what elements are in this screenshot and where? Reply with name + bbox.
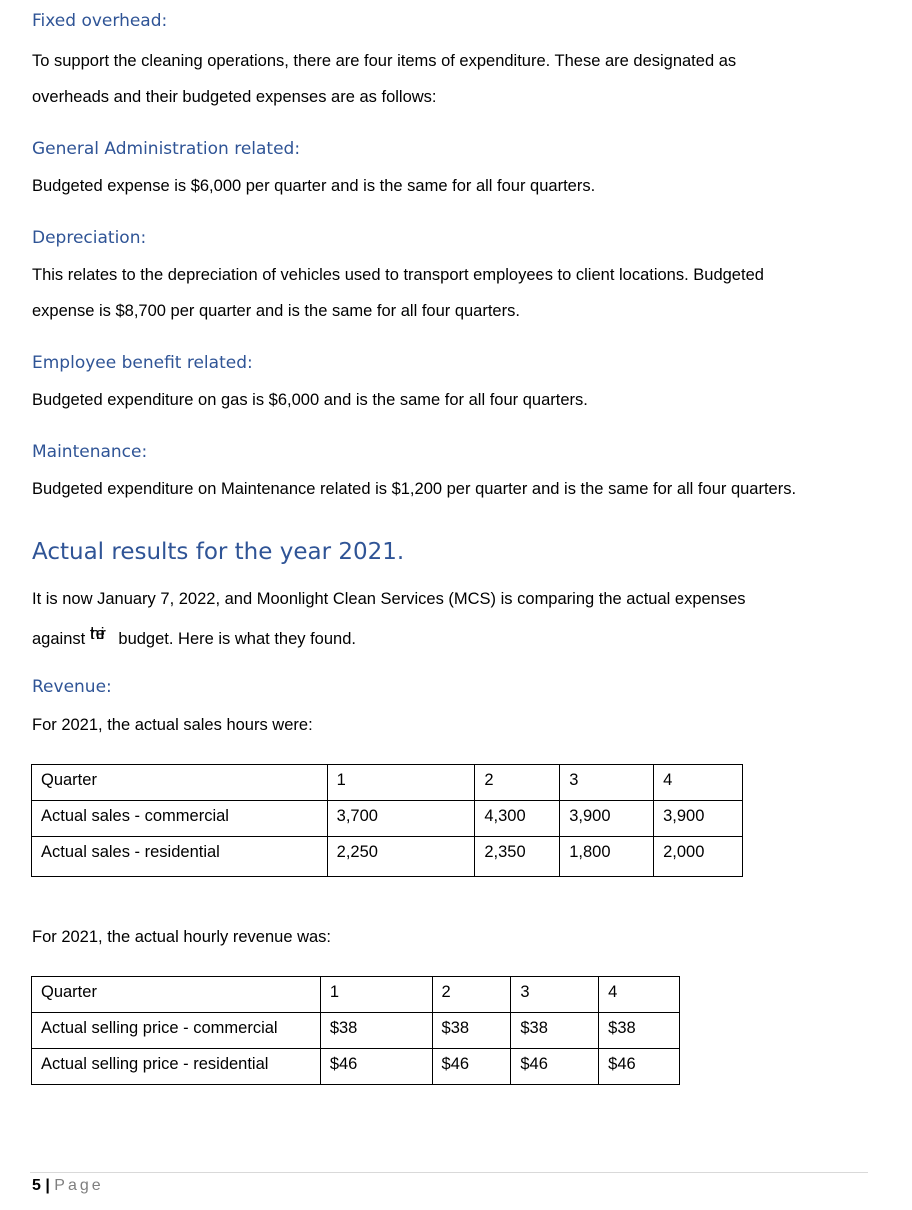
table-cell: 1 (320, 977, 432, 1013)
paragraph-line: overheads and their budgeted expenses are as follows: (32, 88, 437, 106)
table-cell: 2 (432, 977, 511, 1013)
table-cell: 2,250 (327, 837, 475, 877)
table-row (32, 801, 743, 837)
table-cell: 3 (560, 765, 654, 801)
table-cell: 4 (654, 765, 743, 801)
table-cell: Actual sales - residential (32, 837, 328, 877)
paragraph-line: To support the cleaning operations, there are four items of expenditure. These are designated as (32, 52, 737, 70)
table-row (32, 1013, 680, 1049)
table-cell: 2,000 (654, 837, 743, 877)
table-cell: $46 (432, 1049, 511, 1085)
paragraph-line: Budgeted expenditure on gas is $6,000 and is the same for all four quarters. (32, 391, 588, 409)
table-cell: 2,350 (475, 837, 560, 877)
table-cell: $38 (599, 1013, 680, 1049)
actual-hourly-revenue-table (31, 976, 680, 1085)
table-cell: $38 (320, 1013, 432, 1049)
table-row (32, 1049, 680, 1085)
table-cell: Quarter (32, 977, 321, 1013)
heading-actual-results: Actual results for the year 2021. (32, 539, 405, 565)
paragraph-line: It is now January 7, 2022, and Moonlight Clean Services (MCS) is comparing the actual expenses (32, 590, 746, 608)
heading-employee-benefit: Employee benefit related: (32, 353, 253, 373)
heading-maintenance: Maintenance: (32, 442, 148, 462)
page-label: Page (54, 1177, 104, 1194)
table-cell: 3,700 (327, 801, 475, 837)
table-cell: Actual selling price - residential (32, 1049, 321, 1085)
page-footer (32, 1177, 104, 1195)
table-row (32, 977, 680, 1013)
table-cell: 4 (599, 977, 680, 1013)
overlapped-word: their (89, 625, 102, 643)
paragraph-line (32, 625, 356, 649)
paragraph-line: For 2021, the actual hourly revenue was: (32, 928, 332, 946)
footer-separator: | (45, 1177, 50, 1194)
page-number: 5 (32, 1177, 41, 1194)
table-cell: $38 (432, 1013, 511, 1049)
table-cell: $46 (599, 1049, 680, 1085)
heading-general-admin: General Administration related: (32, 139, 301, 159)
table-cell: 3,900 (654, 801, 743, 837)
table-row (32, 765, 743, 801)
table-cell: $46 (511, 1049, 599, 1085)
table-cell: 2 (475, 765, 560, 801)
table-cell: Actual sales - commercial (32, 801, 328, 837)
text-fragment: against (32, 630, 86, 648)
table-cell: Quarter (32, 765, 328, 801)
table-cell: 4,300 (475, 801, 560, 837)
actual-sales-hours-table (31, 764, 743, 877)
table-cell: 3 (511, 977, 599, 1013)
table-cell: 1,800 (560, 837, 654, 877)
table-cell: 1 (327, 765, 475, 801)
footer-divider (30, 1172, 868, 1173)
heading-fixed-overhead: Fixed overhead: (32, 11, 168, 31)
text-fragment: budget. Here is what they found. (118, 630, 356, 648)
table-cell: Actual selling price - commercial (32, 1013, 321, 1049)
paragraph-line: expense is $8,700 per quarter and is the same for all four quarters. (32, 302, 520, 320)
table-cell: 3,900 (560, 801, 654, 837)
heading-revenue: Revenue: (32, 677, 112, 697)
paragraph-line: This relates to the depreciation of vehicles used to transport employees to client locations. Budgeted (32, 266, 764, 284)
table-cell: $38 (511, 1013, 599, 1049)
paragraph-line: Budgeted expenditure on Maintenance related is $1,200 per quarter and is the same for all four quarters. (32, 480, 797, 498)
table-row (32, 837, 743, 877)
paragraph-line: For 2021, the actual sales hours were: (32, 716, 313, 734)
table-cell: $46 (320, 1049, 432, 1085)
paragraph-line: Budgeted expense is $6,000 per quarter and is the same for all four quarters. (32, 177, 596, 195)
heading-depreciation: Depreciation: (32, 228, 147, 248)
